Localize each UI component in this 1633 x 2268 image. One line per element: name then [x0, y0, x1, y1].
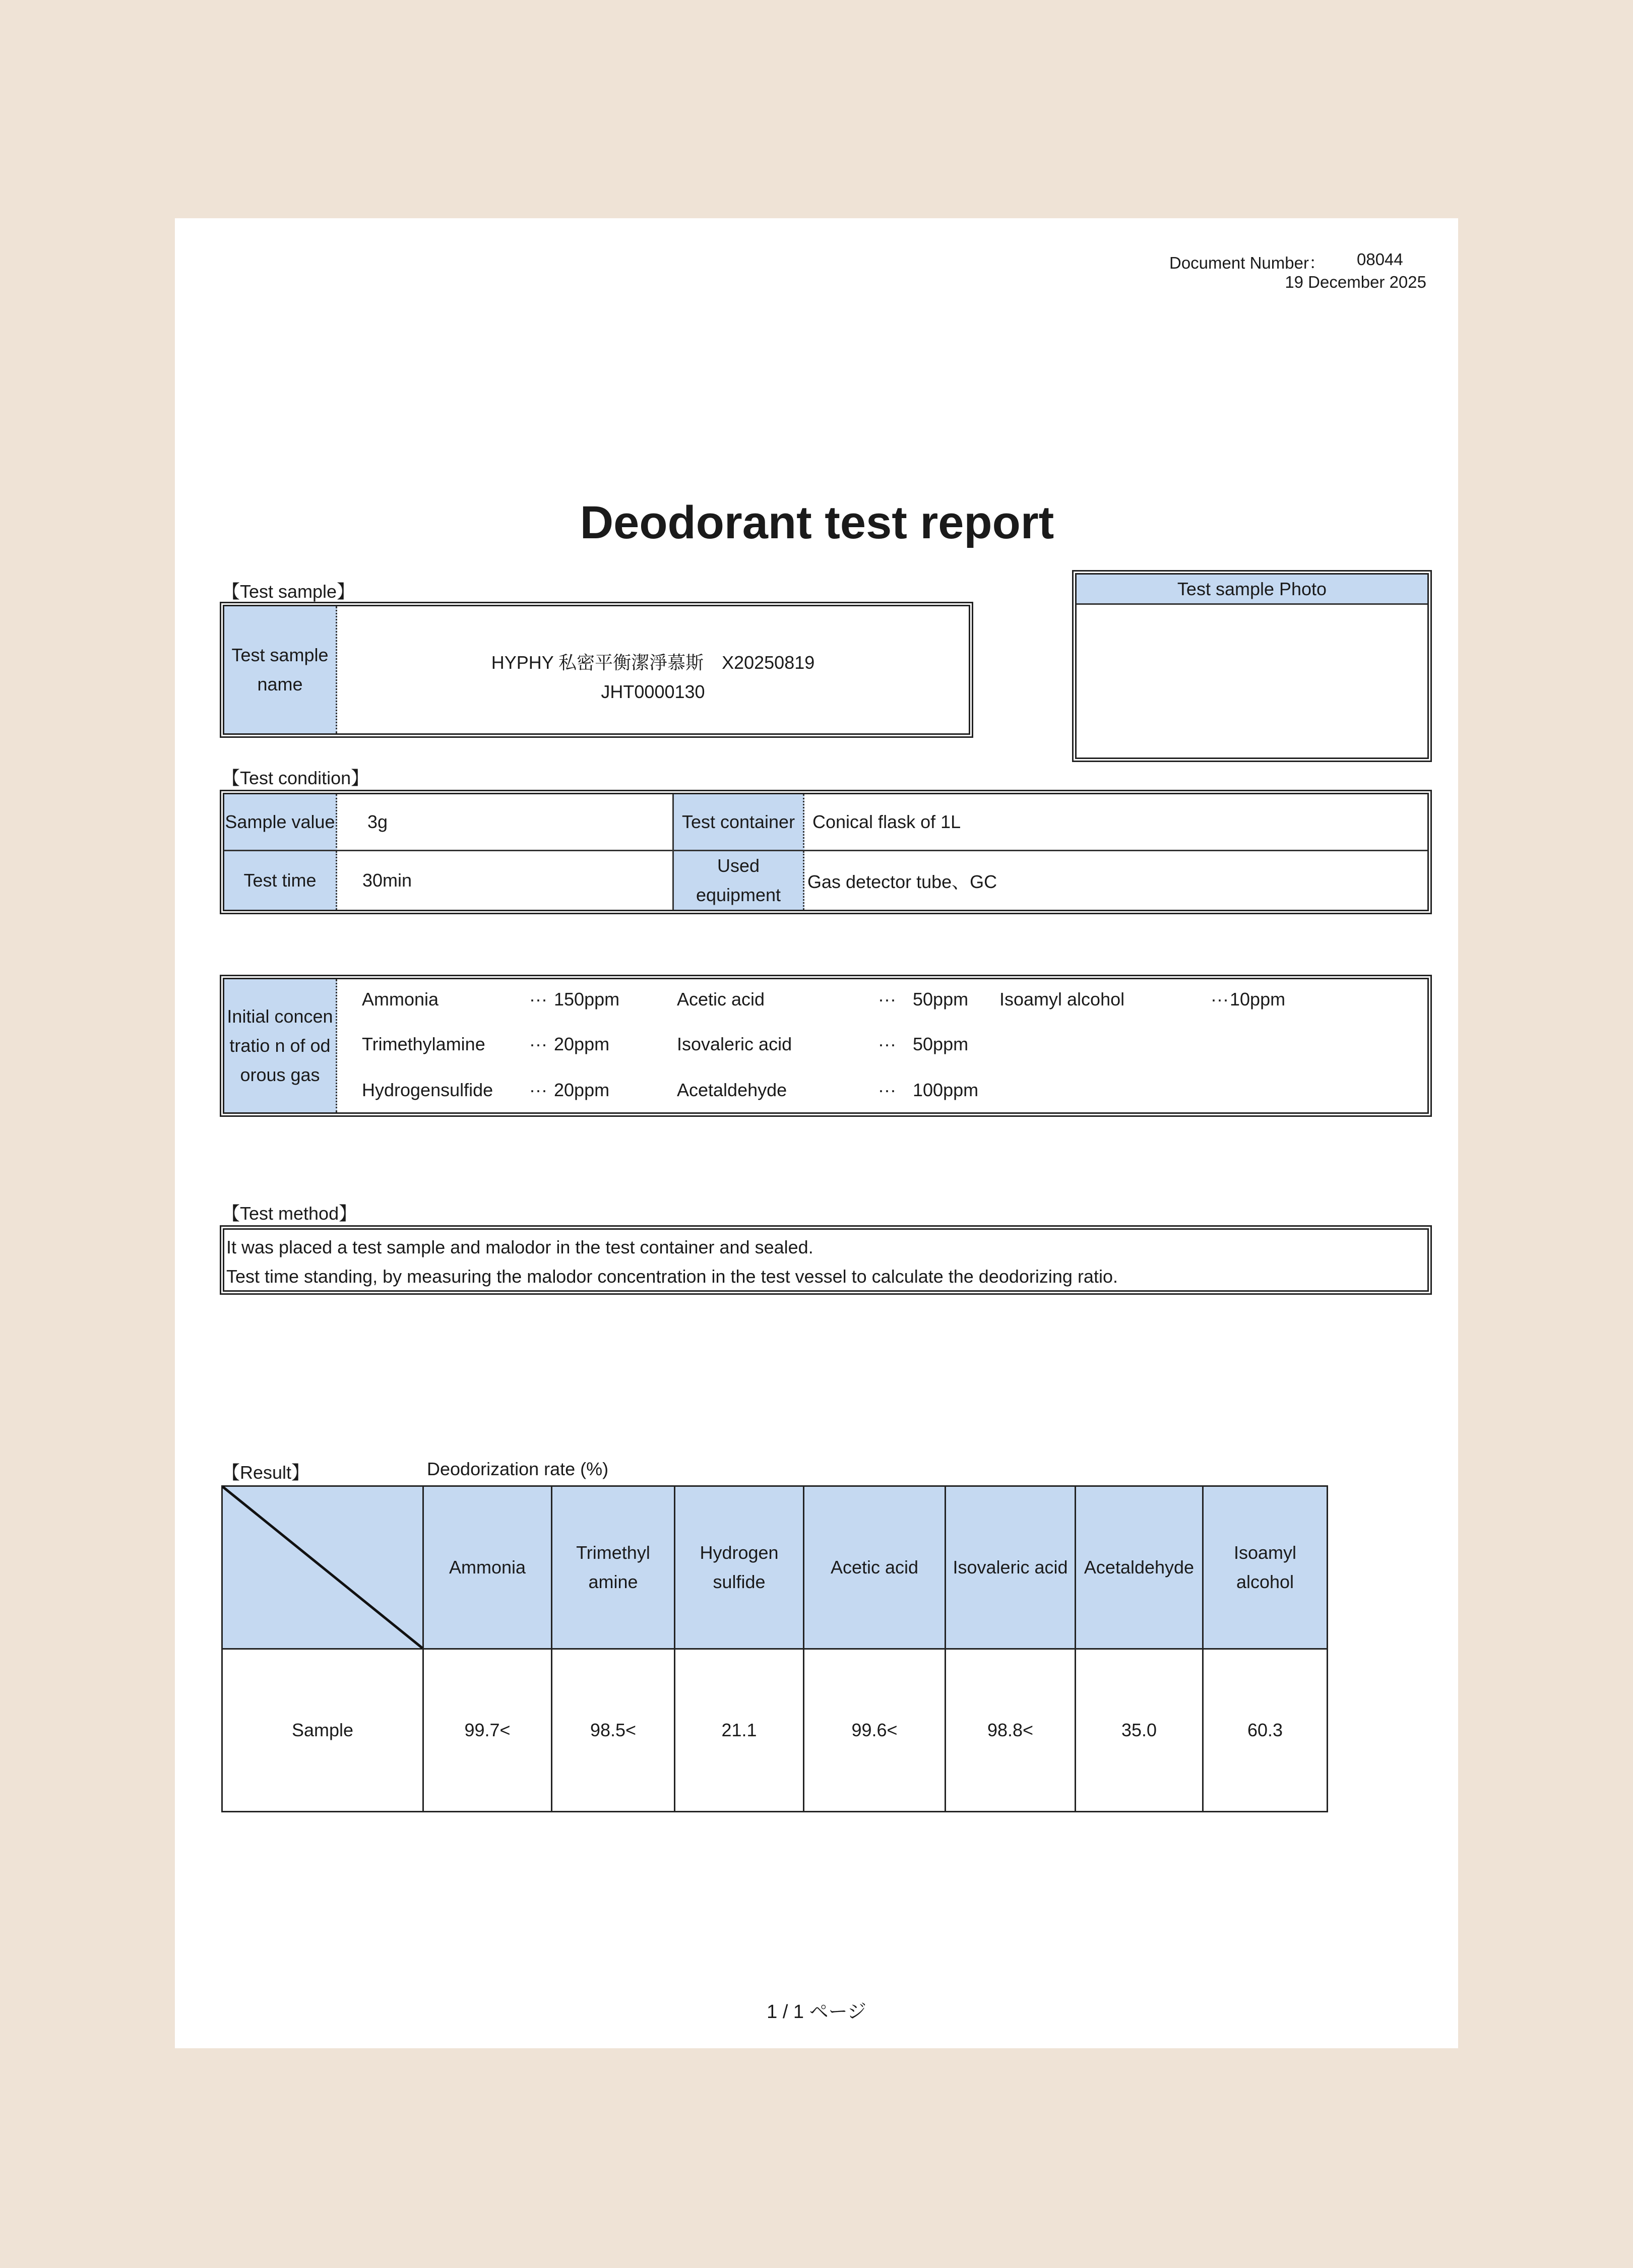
table-row	[222, 1649, 1328, 1812]
gas-dots: ···	[529, 1034, 547, 1054]
col-header: Hydrogen sulfide	[675, 1486, 804, 1649]
sample-name-line2: JHT0000130	[601, 681, 705, 702]
test-condition-table	[220, 790, 1432, 914]
used-equipment: Gas detector tube、GC	[807, 871, 997, 892]
gas-name: Isovaleric acid	[677, 1034, 792, 1054]
test-sample-name-label: Test sample name	[224, 606, 337, 733]
gas-dots: ···	[878, 1034, 896, 1054]
test-container: Conical flask of 1L	[804, 794, 1427, 851]
row-label: Sample	[222, 1649, 423, 1812]
result-value: 98.5<	[552, 1649, 675, 1812]
used-equipment-label: Used equipment	[674, 851, 804, 910]
section-test-condition: 【Test condition】	[222, 768, 369, 788]
result-caption: Deodorization rate (%)	[427, 1459, 609, 1479]
sample-name-line1: HYPHY 私密平衡潔淨慕斯 X20250819	[491, 652, 815, 673]
result-value: 98.8<	[946, 1649, 1076, 1812]
gas-value: 50ppm	[913, 1034, 969, 1054]
gas-value: 50ppm	[913, 989, 969, 1010]
col-header: Ammonia	[423, 1486, 552, 1649]
page-number: 1 / 1 ページ	[767, 2001, 866, 2023]
method-line1: It was placed a test sample and malodor in the test container and sealed.	[226, 1237, 813, 1257]
section-test-sample: 【Test sample】	[222, 581, 355, 602]
gas-value: 10ppm	[1230, 989, 1286, 1010]
gas-name: Trimethylamine	[362, 1034, 485, 1054]
page-title	[0, 496, 1633, 549]
section-result: 【Result】	[222, 1462, 310, 1483]
gas-name: Acetic acid	[677, 989, 765, 1010]
section-test-method: 【Test method】	[222, 1203, 357, 1224]
method-line2: Test time standing, by measuring the malodor concentration in the test vessel to calculate the deodorizing ratio.	[226, 1266, 1118, 1287]
gas-name: Hydrogensulfide	[362, 1080, 493, 1100]
gas-name: Ammonia	[362, 989, 439, 1010]
title-text: Deodorant test report	[580, 497, 1054, 548]
sample-value-label: Sample value	[224, 794, 337, 851]
document-number-label: Document Number：	[1169, 254, 1326, 272]
test-sample-box	[220, 602, 973, 738]
col-header: Acetic acid	[804, 1486, 946, 1649]
page-footer	[0, 1996, 1633, 2024]
test-method-box	[220, 1225, 1432, 1295]
result-header-row	[222, 1486, 1328, 1649]
sample-value: 3g	[337, 794, 674, 851]
test-time: 30min	[337, 851, 674, 910]
report-date: 19 December 2025	[1285, 273, 1426, 291]
gas-name: Acetaldehyde	[677, 1080, 787, 1100]
initial-gas-label: Initial concentratio n of odorous gas	[224, 979, 337, 1112]
result-table	[221, 1485, 1328, 1812]
gas-value: 20ppm	[554, 1034, 610, 1054]
col-header: Acetaldehyde	[1076, 1486, 1203, 1649]
photo-header: Test sample Photo	[1077, 575, 1427, 605]
diagonal-line-icon	[223, 1487, 422, 1648]
gas-dots: ···	[1211, 989, 1229, 1010]
test-container-label: Test container	[674, 794, 804, 851]
document-number: 08044	[1357, 250, 1403, 269]
result-value: 99.6<	[804, 1649, 946, 1812]
corner-cell	[222, 1486, 423, 1649]
col-header: Isoamyl alcohol	[1203, 1486, 1328, 1649]
result-value: 99.7<	[423, 1649, 552, 1812]
gas-dots: ···	[878, 989, 896, 1010]
test-sample-name	[337, 606, 969, 733]
gas-value: 100ppm	[913, 1080, 979, 1100]
gas-dots: ···	[878, 1080, 896, 1100]
test-sample-photo-box	[1072, 570, 1432, 762]
gas-dots: ···	[529, 1080, 547, 1100]
result-value: 21.1	[675, 1649, 804, 1812]
gas-value: 150ppm	[554, 989, 620, 1010]
result-value: 60.3	[1203, 1649, 1328, 1812]
gas-name: Isoamyl alcohol	[999, 989, 1125, 1010]
col-header: Isovaleric acid	[946, 1486, 1076, 1649]
col-header: Trimethyl amine	[552, 1486, 675, 1649]
gas-dots: ···	[529, 989, 547, 1010]
test-time-label: Test time	[224, 851, 337, 910]
result-value: 35.0	[1076, 1649, 1203, 1812]
gas-value: 20ppm	[554, 1080, 610, 1100]
